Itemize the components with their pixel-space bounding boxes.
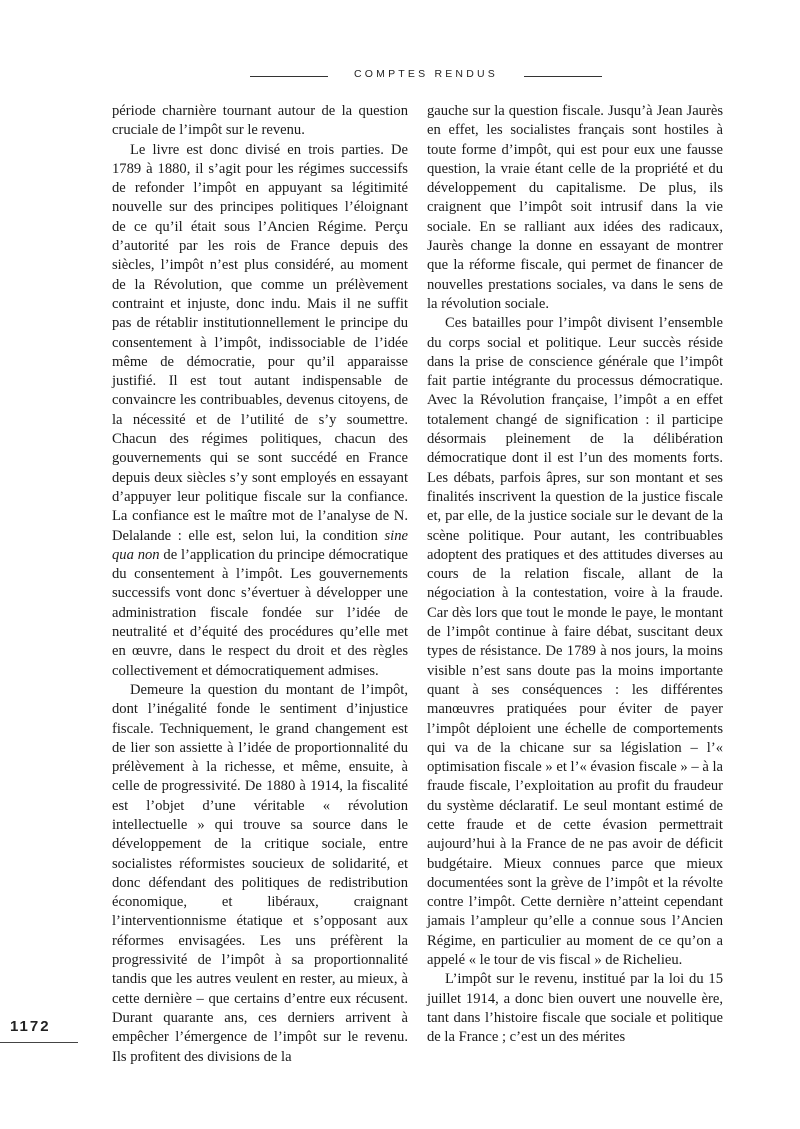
paragraph-text: Ces batailles pour l’impôt divisent l’ensemble du corps social et politique. Leur succès réside dans la prise de conscience générale que l’impôt fait partie intégrante du processus démocratique. Avec la Révolution française, l’impôt a en effet totalement changé de signification : il participe désormais pleinement de la délibération démocratique dont il est l’un des moments forts. Les débats, parfois âpres, sur son montant et ses finalités inscrivent la question de la justice fiscale et, par elle, de la justice sociale sur le devant de la scène politique. Pour autant, les contribuables adoptent des pratiques et des attitudes diverses au cours de la relation fiscale, allant de la négociation à la contestation, voire à la fraude. Car dès lors que tout le monde le paye, le montant de l’impôt continue à faire débat, suscitant deux types de résistance. De 1789 à nos jours, la moins visible n’est sans doute pas la moins importante quant à ses conséquences : les différentes manœuvres pratiquées pour éviter de payer l’impôt déploient une échelle de comportements qui va de la chicane sur sa législation – l’« optimisation fiscale » et l’« évasion fiscale » – à la fraude fiscale, l’exploitation au profit du fraudeur du système déclaratif. Le seul montant estimé de cette fraude et de cette évasion permettrait aujourd’hui à la France de ne pas avoir de déficit budgétaire. Mieux connues parce que mieux documentées sont la grève de l’impôt et la révolte contre l’impôt. Cette dernière n’atteint cependant jamais l’ampleur qu’elle a connue sous l’Ancien Régime, en particulier au moment de ce qu’on a appelé « le tour de vis fiscal » de Richelieu. — [427, 315, 723, 969]
page-number — [0, 1018, 78, 1043]
paragraph-text: gauche sur la question fiscale. Jusqu’à Jean Jaurès en effet, les socialistes français sont hostiles à toute forme d’impôt, qui est pour eux une fausse question, la vraie étant celle de la propriété et du développement du capitalisme. De plus, ils craignent que l’impôt soit intrusif dans la vie sociale. En se ralliant aux idées des radicaux, Jaurès change la donne en essayant de montrer que la réforme fiscale, qui permet de financer de nouvelles prestations sociales, va dans le sens de la révolution sociale. — [427, 103, 723, 312]
paragraph — [112, 681, 408, 1067]
right-column — [427, 102, 723, 1048]
paragraph — [427, 970, 723, 1047]
header-title: COMPTES RENDUS — [354, 68, 498, 80]
paragraph — [112, 141, 408, 681]
paragraph — [427, 314, 723, 970]
paragraph-text: Le livre est donc divisé en trois parties. De 1789 à 1880, il s’agit pour les régimes successifs de refonder l’impôt en appuyant sa légitimité nouvelle sur des principes politiques l’éloignant de ce qu’il était sous l’Ancien Régime. Perçu d’autorité par les rois de France depuis des siècles, l’impôt n’est plus considéré, au moment de la Révolution, que comme un prélèvement contraint et injuste, donc indu. Mais il ne suffit pas de rétablir institutionnellement le principe du consentement à l’impôt, indissociable de l’idée même de démocratie, pour qu’il apparaisse justifié. Il est tout autant indispensable de convaincre les contribuables, devenus citoyens, de la nécessité et de l’utilité de s’y soumettre. Chacun des régimes politiques, chacun des gouvernements qui se sont succédé en France depuis deux siècles s’y sont employés en essayant d’appuyer leur politique fiscale sur la confiance. La confiance est le maître mot de l’analyse de N. Delalande : elle est, selon lui, la condition — [112, 141, 408, 544]
italic-text: sine qua non — [112, 527, 408, 563]
paragraph-text: Demeure la question du montant de l’impôt, dont l’inégalité fonde le sentiment d’injustice fiscale. Techniquement, le grand changement est de lier son assiette à l’idée de proportionnalité du prélèvement à la richesse, et même, ensuite, à celle de progressivité. De 1880 à 1914, la fiscalité est l’objet d’une véritable « révolution intellectuelle » qui trouve sa source dans le développement de la critique sociale, entre socialistes réformistes soucieux de solidarité, et donc défendant des politiques de redistribution économique, et libéraux, craignant l’interventionnisme étatique et s’opposant aux réformes envisagées. Les uns préfèrent la progressivité de l’impôt à sa proportionnalité tandis que les autres veulent en rester, au mieux, à cette dernière – que certains d’entre eux récusent. Durant quarante ans, ces derniers arrivent à empêcher l’émergence de l’impôt sur le revenu. Ils profitent des divisions de la — [112, 681, 408, 1065]
left-column — [112, 102, 408, 1067]
running-header — [250, 66, 602, 88]
paragraph-text: de l’application du principe démocratique du consentement à l’impôt. Les gouvernements successifs vont donc s’évertuer à développer une administration fiscale fondée sur l’idée de neutralité et d’équité des procédures qu’elle met en œuvre, dans le respect du droit et des règles collectivement et démocratiquement admises. — [112, 546, 408, 679]
paragraph — [112, 102, 408, 141]
paragraph-text: période charnière tournant autour de la question cruciale de l’impôt sur le revenu. — [112, 103, 408, 139]
paragraph — [427, 102, 723, 314]
paragraph-text: L’impôt sur le revenu, institué par la loi du 15 juillet 1914, a donc bien ouvert une nouvelle ère, tant dans l’histoire fiscale que sociale et politique de la France ; c’est un des mérites — [427, 971, 723, 1046]
page-number-text: 1172 — [10, 1018, 51, 1035]
header-rule-right — [524, 76, 602, 77]
